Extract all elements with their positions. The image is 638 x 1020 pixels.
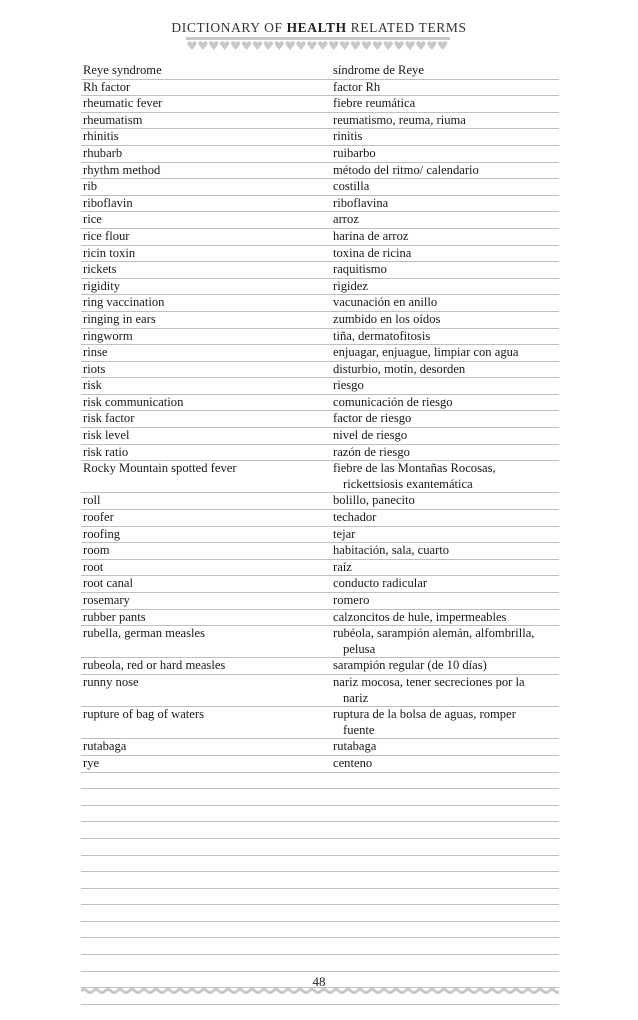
- heart-icon: [209, 41, 218, 50]
- table-row: [81, 707, 559, 739]
- blank-ruled-line: [81, 922, 559, 939]
- table-row: [81, 229, 559, 246]
- footer-decoration: [81, 986, 559, 996]
- spanish-term: [333, 756, 559, 772]
- spanish-term: [333, 593, 559, 609]
- english-term: rubella, german measles: [83, 626, 206, 641]
- table-row: [81, 329, 559, 346]
- english-term: rib: [83, 179, 97, 194]
- spanish-term: [333, 739, 559, 755]
- spanish-term: [333, 428, 559, 444]
- blank-ruled-line: [81, 955, 559, 972]
- table-row: [81, 543, 559, 560]
- spanish-term: [333, 395, 559, 411]
- heart-icon: [285, 41, 294, 50]
- blank-ruled-line: [81, 889, 559, 906]
- spanish-line: fiebre de las Montañas Rocosas,: [333, 461, 496, 476]
- spanish-line: rutabaga: [333, 739, 377, 754]
- english-term: ring vaccination: [83, 295, 165, 310]
- spanish-line: techador: [333, 510, 377, 525]
- spanish-line: harina de arroz: [333, 228, 409, 243]
- english-term: rickets: [83, 262, 117, 277]
- english-term: rhinitis: [83, 129, 119, 144]
- table-row: [81, 196, 559, 213]
- spanish-term: [333, 461, 559, 492]
- table-row: [81, 362, 559, 379]
- spanish-term: [333, 560, 559, 576]
- english-term: rutabaga: [83, 739, 127, 754]
- table-row: [81, 295, 559, 312]
- spanish-term: [333, 312, 559, 328]
- spanish-line: ruibarbo: [333, 145, 376, 160]
- heart-icon: [253, 41, 262, 50]
- spanish-line: disturbio, motín, desorden: [333, 361, 466, 376]
- english-term: rice flour: [83, 228, 130, 243]
- spanish-term: [333, 658, 559, 674]
- spanish-line: sarampión regular (de 10 días): [333, 658, 487, 673]
- spanish-line: bolillo, panecito: [333, 493, 415, 508]
- spanish-line: ruptura de la bolsa de aguas, romper: [333, 707, 516, 722]
- english-term: Rh factor: [83, 79, 131, 94]
- table-row: [81, 510, 559, 527]
- spanish-continuation-line: pelusa: [343, 641, 376, 656]
- spanish-line: factor de riesgo: [333, 411, 412, 426]
- heart-icon: [427, 41, 436, 50]
- spanish-term: [333, 345, 559, 361]
- table-row: [81, 312, 559, 329]
- english-term: room: [83, 543, 110, 558]
- spanish-term: [333, 146, 559, 162]
- english-term: rheumatic fever: [83, 96, 163, 111]
- heart-icon: [231, 41, 240, 50]
- english-term: rubeola, red or hard measles: [83, 658, 226, 673]
- spanish-line: arroz: [333, 212, 359, 227]
- english-term: riots: [83, 361, 106, 376]
- spanish-term: [333, 212, 559, 228]
- spanish-term: [333, 129, 559, 145]
- spanish-term: [333, 707, 559, 738]
- spanish-line: factor Rh: [333, 79, 381, 94]
- table-row: [81, 113, 559, 130]
- table-row: [81, 395, 559, 412]
- table-row: [81, 675, 559, 707]
- english-term: Reye syndrome: [83, 63, 162, 77]
- blank-ruled-line: [81, 872, 559, 889]
- spanish-term: [333, 610, 559, 626]
- english-term: rhubarb: [83, 145, 123, 160]
- table-row: [81, 610, 559, 627]
- english-term: risk communication: [83, 394, 184, 409]
- spanish-term: [333, 279, 559, 295]
- spanish-line: tejar: [333, 526, 356, 541]
- english-term: rosemary: [83, 593, 130, 607]
- table-row: [81, 461, 559, 493]
- spanish-line: método del ritmo/ calendario: [333, 162, 479, 177]
- spanish-term: [333, 262, 559, 278]
- table-row: [81, 428, 559, 445]
- english-term: risk factor: [83, 411, 135, 426]
- spanish-term: [333, 229, 559, 245]
- table-row: [81, 279, 559, 296]
- heart-icon: [373, 41, 382, 50]
- table-row: [81, 739, 559, 756]
- spanish-line: centeno: [333, 755, 373, 770]
- table-row: [81, 445, 559, 462]
- heart-icon: [362, 41, 371, 50]
- english-term: roofer: [83, 510, 114, 525]
- heart-icon: [220, 41, 229, 50]
- spanish-term: [333, 179, 559, 195]
- english-term: ringworm: [83, 328, 133, 343]
- spanish-line: zumbido en los oídos: [333, 311, 441, 326]
- english-term: rhythm method: [83, 162, 161, 177]
- table-row: [81, 756, 559, 773]
- table-row: [81, 80, 559, 97]
- header-prefix: DICTIONARY OF: [171, 20, 283, 35]
- english-term: rheumatism: [83, 112, 143, 127]
- heart-icon: [198, 41, 207, 50]
- dictionary-table: [81, 63, 559, 1005]
- table-row: [81, 593, 559, 610]
- heart-icon: [242, 41, 251, 50]
- spanish-line: toxina de ricina: [333, 245, 412, 260]
- english-term: rye: [83, 755, 100, 770]
- table-row: [81, 246, 559, 263]
- english-term: riboflavin: [83, 195, 133, 210]
- spanish-term: [333, 626, 559, 657]
- spanish-line: enjuagar, enjuague, limpiar con agua: [333, 345, 519, 360]
- table-row: [81, 626, 559, 658]
- heart-icon: [384, 41, 393, 50]
- english-term: runny nose: [83, 674, 139, 689]
- spanish-line: síndrome de Reye: [333, 63, 424, 77]
- english-term: roofing: [83, 526, 121, 541]
- table-row: [81, 146, 559, 163]
- heart-icon: [275, 41, 284, 50]
- table-row: [81, 527, 559, 544]
- table-row: [81, 345, 559, 362]
- spanish-term: [333, 362, 559, 378]
- heart-icon: [351, 41, 360, 50]
- heart-icon: [264, 41, 273, 50]
- table-row: [81, 212, 559, 229]
- heart-icon: [438, 41, 447, 50]
- spanish-term: [333, 411, 559, 427]
- spanish-term: [333, 576, 559, 592]
- english-term: risk ratio: [83, 444, 129, 459]
- heart-icon: [296, 41, 305, 50]
- table-row: [81, 411, 559, 428]
- spanish-term: [333, 196, 559, 212]
- spanish-term: [333, 493, 559, 509]
- spanish-term: [333, 113, 559, 129]
- header-suffix: RELATED TERMS: [350, 20, 467, 35]
- table-row: [81, 378, 559, 395]
- spanish-term: [333, 63, 559, 79]
- spanish-continuation-line: nariz: [343, 690, 369, 705]
- english-term: root: [83, 559, 104, 574]
- spanish-term: [333, 246, 559, 262]
- spanish-term: [333, 378, 559, 394]
- spanish-line: vacunación en anillo: [333, 295, 438, 310]
- english-term: risk level: [83, 428, 130, 443]
- spanish-term: [333, 163, 559, 179]
- table-row: [81, 179, 559, 196]
- english-term: rinse: [83, 345, 108, 360]
- spanish-line: tiña, dermatofitosis: [333, 328, 431, 343]
- spanish-term: [333, 80, 559, 96]
- spanish-term: [333, 329, 559, 345]
- table-row: [81, 493, 559, 510]
- table-row: [81, 658, 559, 675]
- english-term: ricin toxin: [83, 245, 136, 260]
- spanish-line: comunicación de riesgo: [333, 394, 453, 409]
- heart-icon: [405, 41, 414, 50]
- spanish-line: rigidez: [333, 278, 368, 293]
- english-term: rupture of bag of waters: [83, 707, 204, 722]
- spanish-term: [333, 445, 559, 461]
- table-row: [81, 129, 559, 146]
- spanish-line: raquitismo: [333, 262, 387, 277]
- heart-icon: [340, 41, 349, 50]
- spanish-term: [333, 543, 559, 559]
- table-row: [81, 560, 559, 577]
- header-rule: [186, 37, 450, 40]
- english-term: rigidity: [83, 278, 121, 293]
- header-bold: HEALTH: [286, 20, 347, 35]
- blank-ruled-line: [81, 789, 559, 806]
- spanish-line: romero: [333, 593, 370, 607]
- spanish-line: rinitis: [333, 129, 363, 144]
- heart-icon: [394, 41, 403, 50]
- table-row: [81, 163, 559, 180]
- spanish-term: [333, 295, 559, 311]
- spanish-line: costilla: [333, 179, 370, 194]
- english-term: risk: [83, 378, 102, 393]
- blank-ruled-line: [81, 856, 559, 873]
- blank-ruled-line: [81, 938, 559, 955]
- english-term: rice: [83, 212, 102, 227]
- spanish-line: conducto radicular: [333, 576, 428, 591]
- spanish-line: raíz: [333, 559, 352, 574]
- spanish-term: [333, 675, 559, 706]
- spanish-line: riboflavina: [333, 195, 389, 210]
- spanish-continuation-line: rickettsiosis exantemática: [343, 476, 473, 491]
- page-header: [0, 20, 638, 36]
- spanish-term: [333, 527, 559, 543]
- spanish-line: razón de riesgo: [333, 444, 410, 459]
- blank-ruled-line: [81, 905, 559, 922]
- spanish-line: calzoncitos de hule, impermeables: [333, 609, 507, 624]
- heart-icon: [307, 41, 316, 50]
- english-term: roll: [83, 493, 101, 508]
- spanish-continuation-line: fuente: [343, 722, 375, 737]
- english-term: root canal: [83, 576, 133, 591]
- english-term: rubber pants: [83, 609, 146, 624]
- english-term: Rocky Mountain spotted fever: [83, 461, 237, 476]
- blank-ruled-line: [81, 839, 559, 856]
- english-term: ringing in ears: [83, 311, 156, 326]
- footer-wave: [81, 990, 559, 993]
- heart-icon: [187, 41, 196, 50]
- heart-icon: [416, 41, 425, 50]
- table-row: [81, 576, 559, 593]
- spanish-line: reumatismo, reuma, riuma: [333, 112, 466, 127]
- spanish-line: riesgo: [333, 378, 364, 393]
- spanish-line: rubéola, sarampión alemán, alfombrilla,: [333, 626, 535, 641]
- header-heart-decoration: [186, 37, 450, 51]
- blank-ruled-line: [81, 806, 559, 823]
- table-row: [81, 63, 559, 80]
- table-row: [81, 96, 559, 113]
- spanish-line: fiebre reumática: [333, 96, 416, 111]
- spanish-line: nivel de riesgo: [333, 428, 408, 443]
- heart-icon: [329, 41, 338, 50]
- spanish-line: habitación, sala, cuarto: [333, 543, 450, 558]
- spanish-term: [333, 510, 559, 526]
- spanish-term: [333, 96, 559, 112]
- table-row: [81, 262, 559, 279]
- blank-ruled-line: [81, 822, 559, 839]
- spanish-line: nariz mocosa, tener secreciones por la: [333, 674, 525, 689]
- page-number: 48: [312, 974, 326, 989]
- blank-ruled-line: [81, 773, 559, 790]
- heart-icon: [318, 41, 327, 50]
